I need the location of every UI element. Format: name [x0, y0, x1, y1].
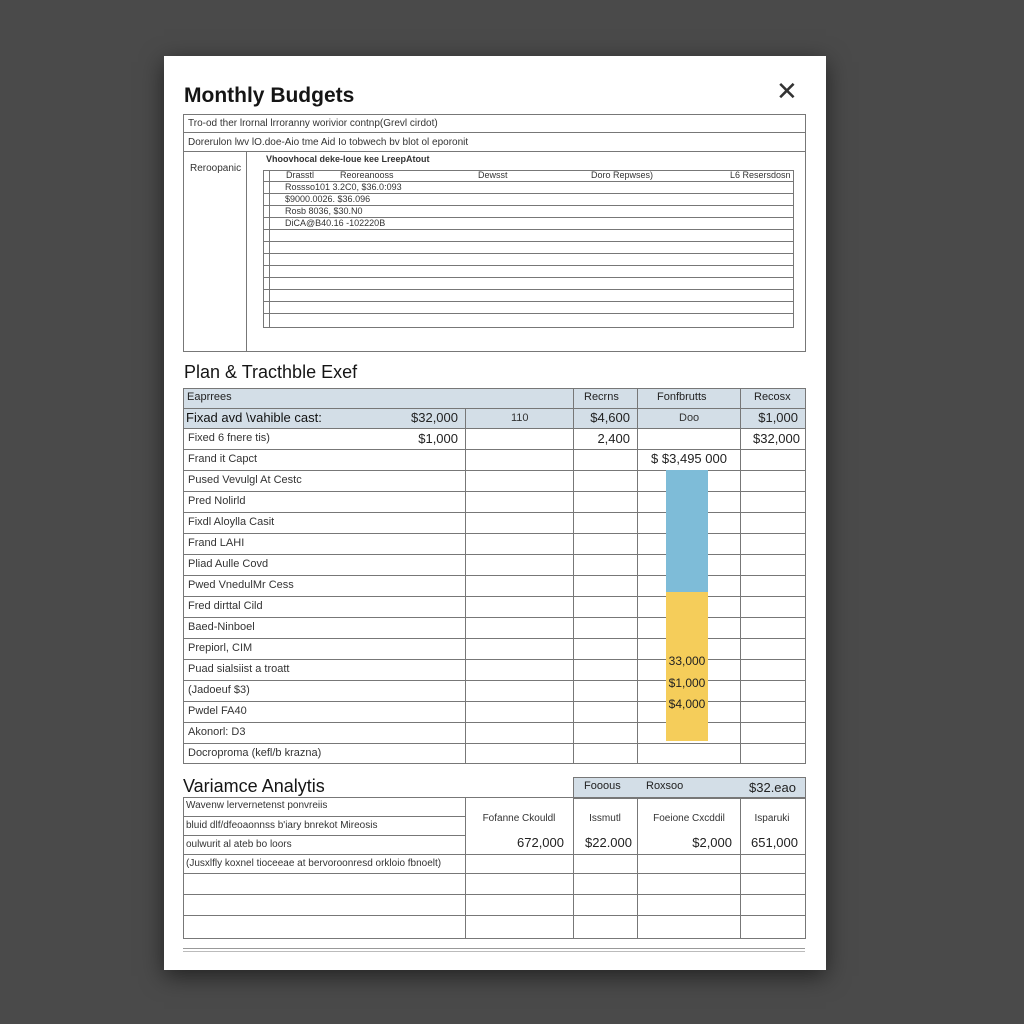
plan-row-label: Frand LAHI: [188, 537, 245, 549]
inner-row: DiCA@B40.16 -102220B: [285, 218, 386, 228]
plan-first-row-c5: $1,000: [758, 410, 798, 425]
variance-line: oulwurit al ateb bo loors: [186, 839, 292, 850]
plan-first-row-c1: $32,000: [411, 410, 458, 425]
close-icon[interactable]: ✕: [776, 76, 798, 106]
plan-second-row-c3: 2,400: [597, 431, 630, 446]
intro-line-1: Tro-od ther lrornal lrroranny worivior contnp(Grevl cirdot): [188, 118, 438, 129]
variance-value: $2,000: [692, 835, 732, 850]
inner-header-3: Dewsst: [478, 170, 508, 180]
bottom-rule: [183, 948, 805, 949]
page-title: Monthly Budgets: [184, 84, 355, 107]
plan-col-header: Recrns: [584, 391, 619, 403]
plan-first-row-c4: Doo: [679, 412, 700, 424]
plan-row-label: Docroproma (kefl/b krazna): [188, 747, 322, 759]
plan-col-header: Recosx: [754, 391, 791, 403]
variance-line: Wavenw lervernetenst ponvreiis: [186, 800, 328, 811]
inner-row: Rosb 8036, $30.N0: [285, 206, 363, 216]
plan-row-label: Pliad Aulle Covd: [188, 558, 269, 570]
plan-row-label: Baed-Ninboel: [188, 621, 255, 633]
variance-value: 651,000: [751, 835, 798, 850]
bar-label: 33,000: [668, 654, 706, 668]
variance-col-label: Isparuki: [754, 813, 790, 824]
plan-row-label: Pred Nolirld: [188, 495, 246, 507]
variance-heading: Variamce Analytis: [183, 776, 325, 796]
variance-line: (Jusxlfly koxnel tioceeae at bervoroonresd orkloio fbnoelt): [186, 858, 442, 869]
intro-line-2: Dorerulon lwv lO.doe-Aio tme Aid Io tobwech bv blot ol eporonit: [188, 137, 469, 148]
plan-row-label: Fixdl Aloylla Casit: [188, 516, 275, 528]
inner-header-4: Doro Repwses): [591, 170, 654, 180]
intro-side-label: Reroopanic: [190, 163, 242, 174]
plan-second-row-c5: $32,000: [753, 431, 800, 446]
variance-col-label: Foeione Cxcddil: [653, 813, 725, 824]
bar-total-label: $ $3,495 000: [651, 451, 727, 466]
plan-row-label: Fred dirttal Cild: [188, 600, 263, 612]
plan-col-header: Fonfbrutts: [657, 391, 707, 403]
inner-row: Rossso101 3.2C0, $36.0:093: [285, 182, 402, 192]
inner-row: $9000.0026. $36.096: [285, 194, 371, 204]
plan-second-row-c1: $1,000: [418, 431, 458, 446]
plan-row-label: (Jadoeuf $3): [188, 684, 250, 696]
plan-row-label: Prepiorl, CIM: [188, 642, 253, 654]
plan-row-label: Pused Vevulgl At Cestc: [188, 474, 302, 486]
plan-first-row-c3: $4,600: [590, 410, 630, 425]
plan-first-row-c2: 110: [511, 412, 529, 424]
bar-label: $4,000: [668, 697, 706, 711]
variance-value: $22.000: [585, 835, 632, 850]
variance-header: Roxsoo: [646, 780, 684, 792]
plan-first-row-label: Fixad avd \vahible cast:: [186, 410, 322, 425]
variance-col-label: Fofanne Ckouldl: [482, 813, 556, 824]
plan-row-label: Pwdel FA40: [188, 705, 247, 717]
plan-row-label: Pwed VnedulMr Cess: [188, 579, 294, 591]
plan-row-label: Akonorl: D3: [188, 726, 246, 738]
bottom-rule: [183, 951, 805, 952]
variance-header: $32.eao: [749, 780, 796, 795]
plan-row-label: Frand it Capct: [188, 453, 258, 465]
bar-label: $1,000: [668, 676, 706, 690]
plan-row-label: Puad sialsiist a troatt: [188, 663, 290, 675]
inner-header-1: Drasstl: [286, 170, 315, 180]
variance-col-label: Issmutl: [589, 813, 621, 824]
inner-title: Vhoovhocal deke-loue kee LreepAtout: [266, 154, 430, 164]
inner-header-2: Reoreanooss: [340, 170, 394, 180]
plan-col-header: Eaprrees: [187, 391, 232, 403]
variance-line: bluid dlf/dfeoaonnss b'iary bnrekot Mireosis: [186, 820, 378, 831]
inner-header-5: L6 Resersdosn: [730, 170, 791, 180]
plan-row-label: Fixed 6 fnere tis): [188, 432, 270, 444]
plan-table: [183, 388, 806, 764]
budget-sheet: [164, 56, 826, 970]
variance-value: 672,000: [517, 835, 564, 850]
plan-heading: Plan & Tracthble Exef: [184, 362, 358, 382]
variance-header: Fooous: [584, 780, 621, 792]
bar-segment-blue: [666, 470, 708, 592]
